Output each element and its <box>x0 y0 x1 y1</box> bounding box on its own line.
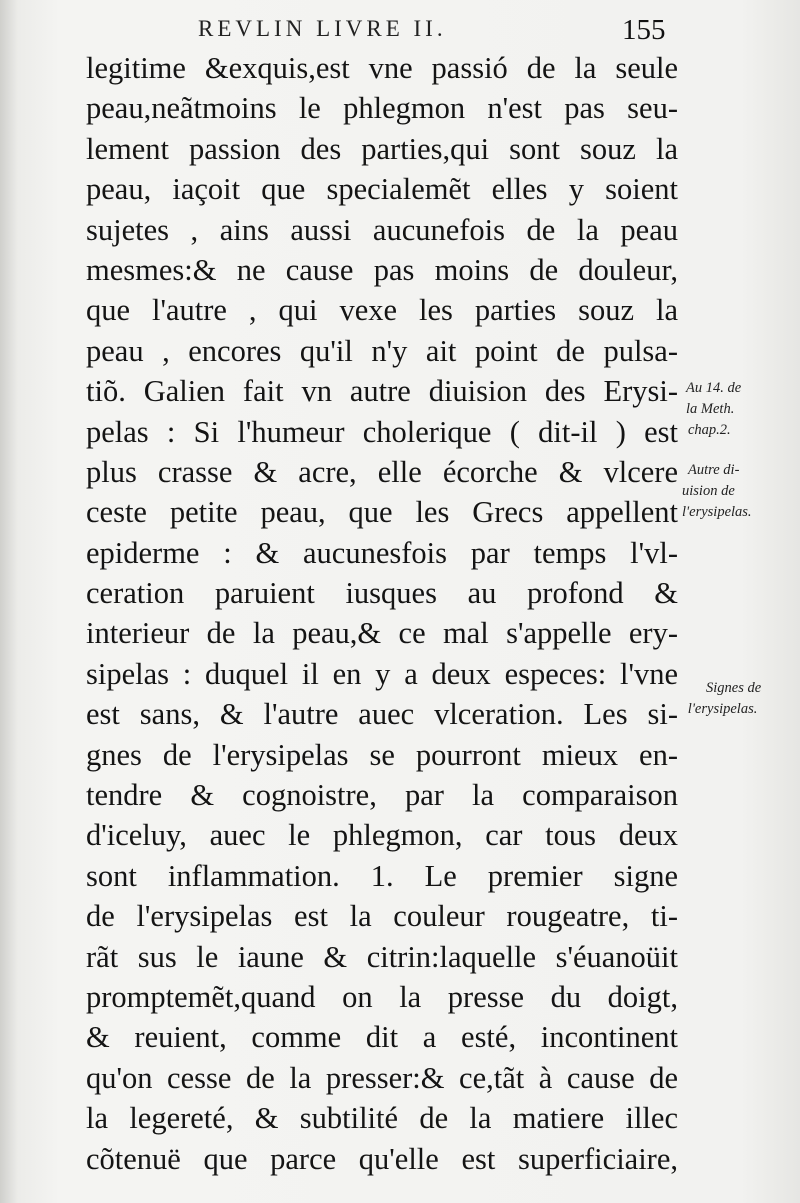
text-line: est sans, & l'autre auec vlceration. Les si- <box>86 697 678 732</box>
margin-note-reference <box>686 378 741 441</box>
text-line: mesmes:& ne cause pas moins de douleur, <box>86 252 678 287</box>
text-line: tiõ. Galien fait vn autre diuision des Erysi- <box>86 374 678 409</box>
note-line: uision de <box>682 483 735 499</box>
note-line: Autre di- <box>688 462 740 478</box>
page-header <box>190 12 670 46</box>
text-line: sujetes , ains aussi aucunefois de la peau <box>86 212 678 247</box>
text-line: & reuient, comme dit a esté, incontinent <box>86 1020 678 1055</box>
note-line: l'erysipelas. <box>687 701 758 717</box>
text-line: rãt sus le iaune & citrin:laquelle s'éuanoüit <box>86 939 678 974</box>
note-line: chap.2. <box>688 422 731 438</box>
text-line: que l'autre , qui vexe les parties souz la <box>86 293 678 328</box>
text-line: promptemẽt,quand on la presse du doigt, <box>86 979 678 1014</box>
text-line: de l'erysipelas est la couleur rougeatre, ti- <box>86 899 678 934</box>
note-line: l'erysipelas. <box>682 504 752 520</box>
text-line: interieur de la peau,& ce mal s'appelle ery- <box>86 616 678 651</box>
margin-note-signs <box>687 678 762 720</box>
running-title: REVLIN LIVRE II. <box>198 16 447 41</box>
text-line: epiderme : & aucunesfois par temps l'vl- <box>86 535 678 570</box>
body-text <box>86 48 678 1179</box>
text-line: peau , encores qu'il n'y ait point de pulsa- <box>86 333 678 368</box>
text-line: pelas : Si l'humeur cholerique ( dit-il ) est <box>86 414 678 449</box>
margin-note-division <box>682 460 752 523</box>
text-line: sipelas : duquel il en y a deux especes: l'vne <box>86 656 678 691</box>
text-line: ceste petite peau, que les Grecs appellent <box>86 495 678 530</box>
text-line: la legereté, & subtilité de la matiere illec <box>86 1101 678 1136</box>
text-line: peau,neãtmoins le phlegmon n'est pas seu- <box>86 91 678 126</box>
text-line: gnes de l'erysipelas se pourront mieux en- <box>86 737 678 772</box>
text-line: d'iceluy, auec le phlegmon, car tous deux <box>86 818 678 853</box>
text-line: legitime &exquis,est vne passió de la seule <box>86 51 678 85</box>
text-line: sont inflammation. 1. Le premier signe <box>86 858 678 893</box>
text-line: tendre & cognoistre, par la comparaison <box>86 778 678 813</box>
text-line: lement passion des parties,qui sont souz la <box>86 131 678 166</box>
note-line: Signes de <box>706 680 762 696</box>
text-line: cõtenuë que parce qu'elle est superficiaire, <box>86 1141 678 1176</box>
note-line: la Meth. <box>686 401 735 417</box>
text-line: qu'on cesse de la presser:& ce,tãt à cause de <box>86 1060 678 1095</box>
text-line: ceration paruient iusques au profond & <box>86 576 678 611</box>
page-number: 155 <box>622 14 666 46</box>
text-line: plus crasse & acre, elle écorche & vlcere <box>86 454 678 489</box>
note-line: Au 14. de <box>686 380 742 396</box>
text-line: peau, iaçoit que specialemẽt elles y soient <box>86 172 678 207</box>
